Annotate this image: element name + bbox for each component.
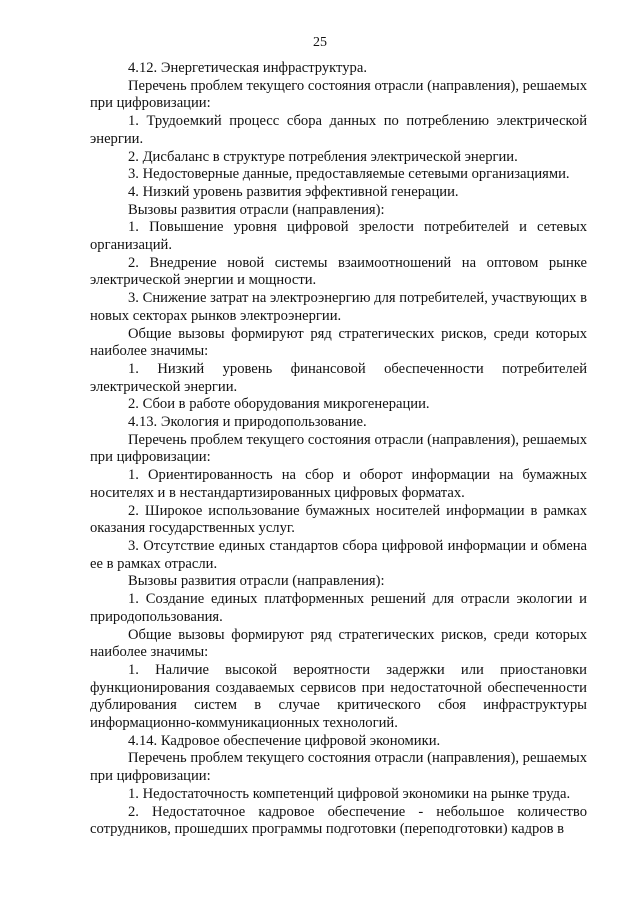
list-item: 3. Отсутствие единых стандартов сбора цифровой информации и обмена ее в рамках отрасли. (90, 537, 587, 572)
list-item: 2. Внедрение новой системы взаимоотношений на оптовом рынке электрической энергии и мощности. (90, 254, 587, 289)
list-item: 3. Снижение затрат на электроэнергию для потребителей, участвующих в новых секторах рынков электроэнергии. (90, 290, 587, 324)
list-item: 4. Низкий уровень развития эффективной генерации. (128, 183, 459, 200)
list-item: 1. Трудоемкий процесс сбора данных по потреблению электрической энергии. (90, 113, 587, 147)
list-item: 2. Широкое использование бумажных носителей информации в рамках оказания государственных услуг. (90, 502, 587, 537)
section-heading-4-13: 4.13. Экология и природопользование. (128, 414, 367, 431)
problems-intro: Перечень проблем текущего состояния отрасли (направления), решаемых при цифровизации: (90, 431, 587, 466)
list-item: 2. Сбои в работе оборудования микрогенерации. (128, 396, 430, 413)
section-heading-4-14: 4.14. Кадровое обеспечение цифровой экономики. (128, 732, 441, 749)
list-item: 2. Дисбаланс в структуре потребления электрической энергии. (128, 148, 518, 165)
list-item: 1. Повышение уровня цифровой зрелости потребителей и сетевых организаций. (90, 219, 587, 254)
section-heading-4-12: 4.12. Энергетическая инфраструктура. (128, 60, 367, 76)
list-item: 1. Ориентированность на сбор и оборот информации на бумажных носителях и в нестандартизированных цифровых форматах. (90, 467, 587, 501)
document-body (90, 60, 587, 839)
challenges-intro: Вызовы развития отрасли (направления): (128, 201, 385, 218)
risks-intro: Общие вызовы формируют ряд стратегических рисков, среди которых наиболее значимы: (90, 325, 587, 360)
list-item: 1. Низкий уровень финансовой обеспеченности потребителей электрической энергии. (90, 360, 587, 395)
list-item: 1. Создание единых платформенных решений для отрасли экологии и природопользования. (90, 591, 587, 625)
list-item: 1. Недостаточность компетенций цифровой экономики на рынке труда. (128, 785, 571, 802)
list-item: 3. Недостоверные данные, предоставляемые сетевыми организациями. (128, 166, 570, 183)
challenges-intro: Вызовы развития отрасли (направления): (128, 573, 385, 590)
problems-intro: Перечень проблем текущего состояния отрасли (направления), решаемых при цифровизации: (90, 750, 587, 785)
page-number: 25 (313, 35, 327, 50)
list-item: 1. Наличие высокой вероятности задержки или приостановки функционирования создаваемых сервисов при недостаточной обеспеченности дублирования систем в случае критического сбоя инфраструктуры информационно-коммуникационных технологий. (90, 661, 587, 732)
risks-intro: Общие вызовы формируют ряд стратегических рисков, среди которых наиболее значимы: (90, 626, 587, 661)
list-item: 2. Недостаточное кадровое обеспечение - небольшое количество сотрудников, прошедших программы подготовки (переподготовки) кадров в (90, 803, 587, 838)
problems-intro: Перечень проблем текущего состояния отрасли (направления), решаемых при цифровизации: (90, 77, 587, 112)
